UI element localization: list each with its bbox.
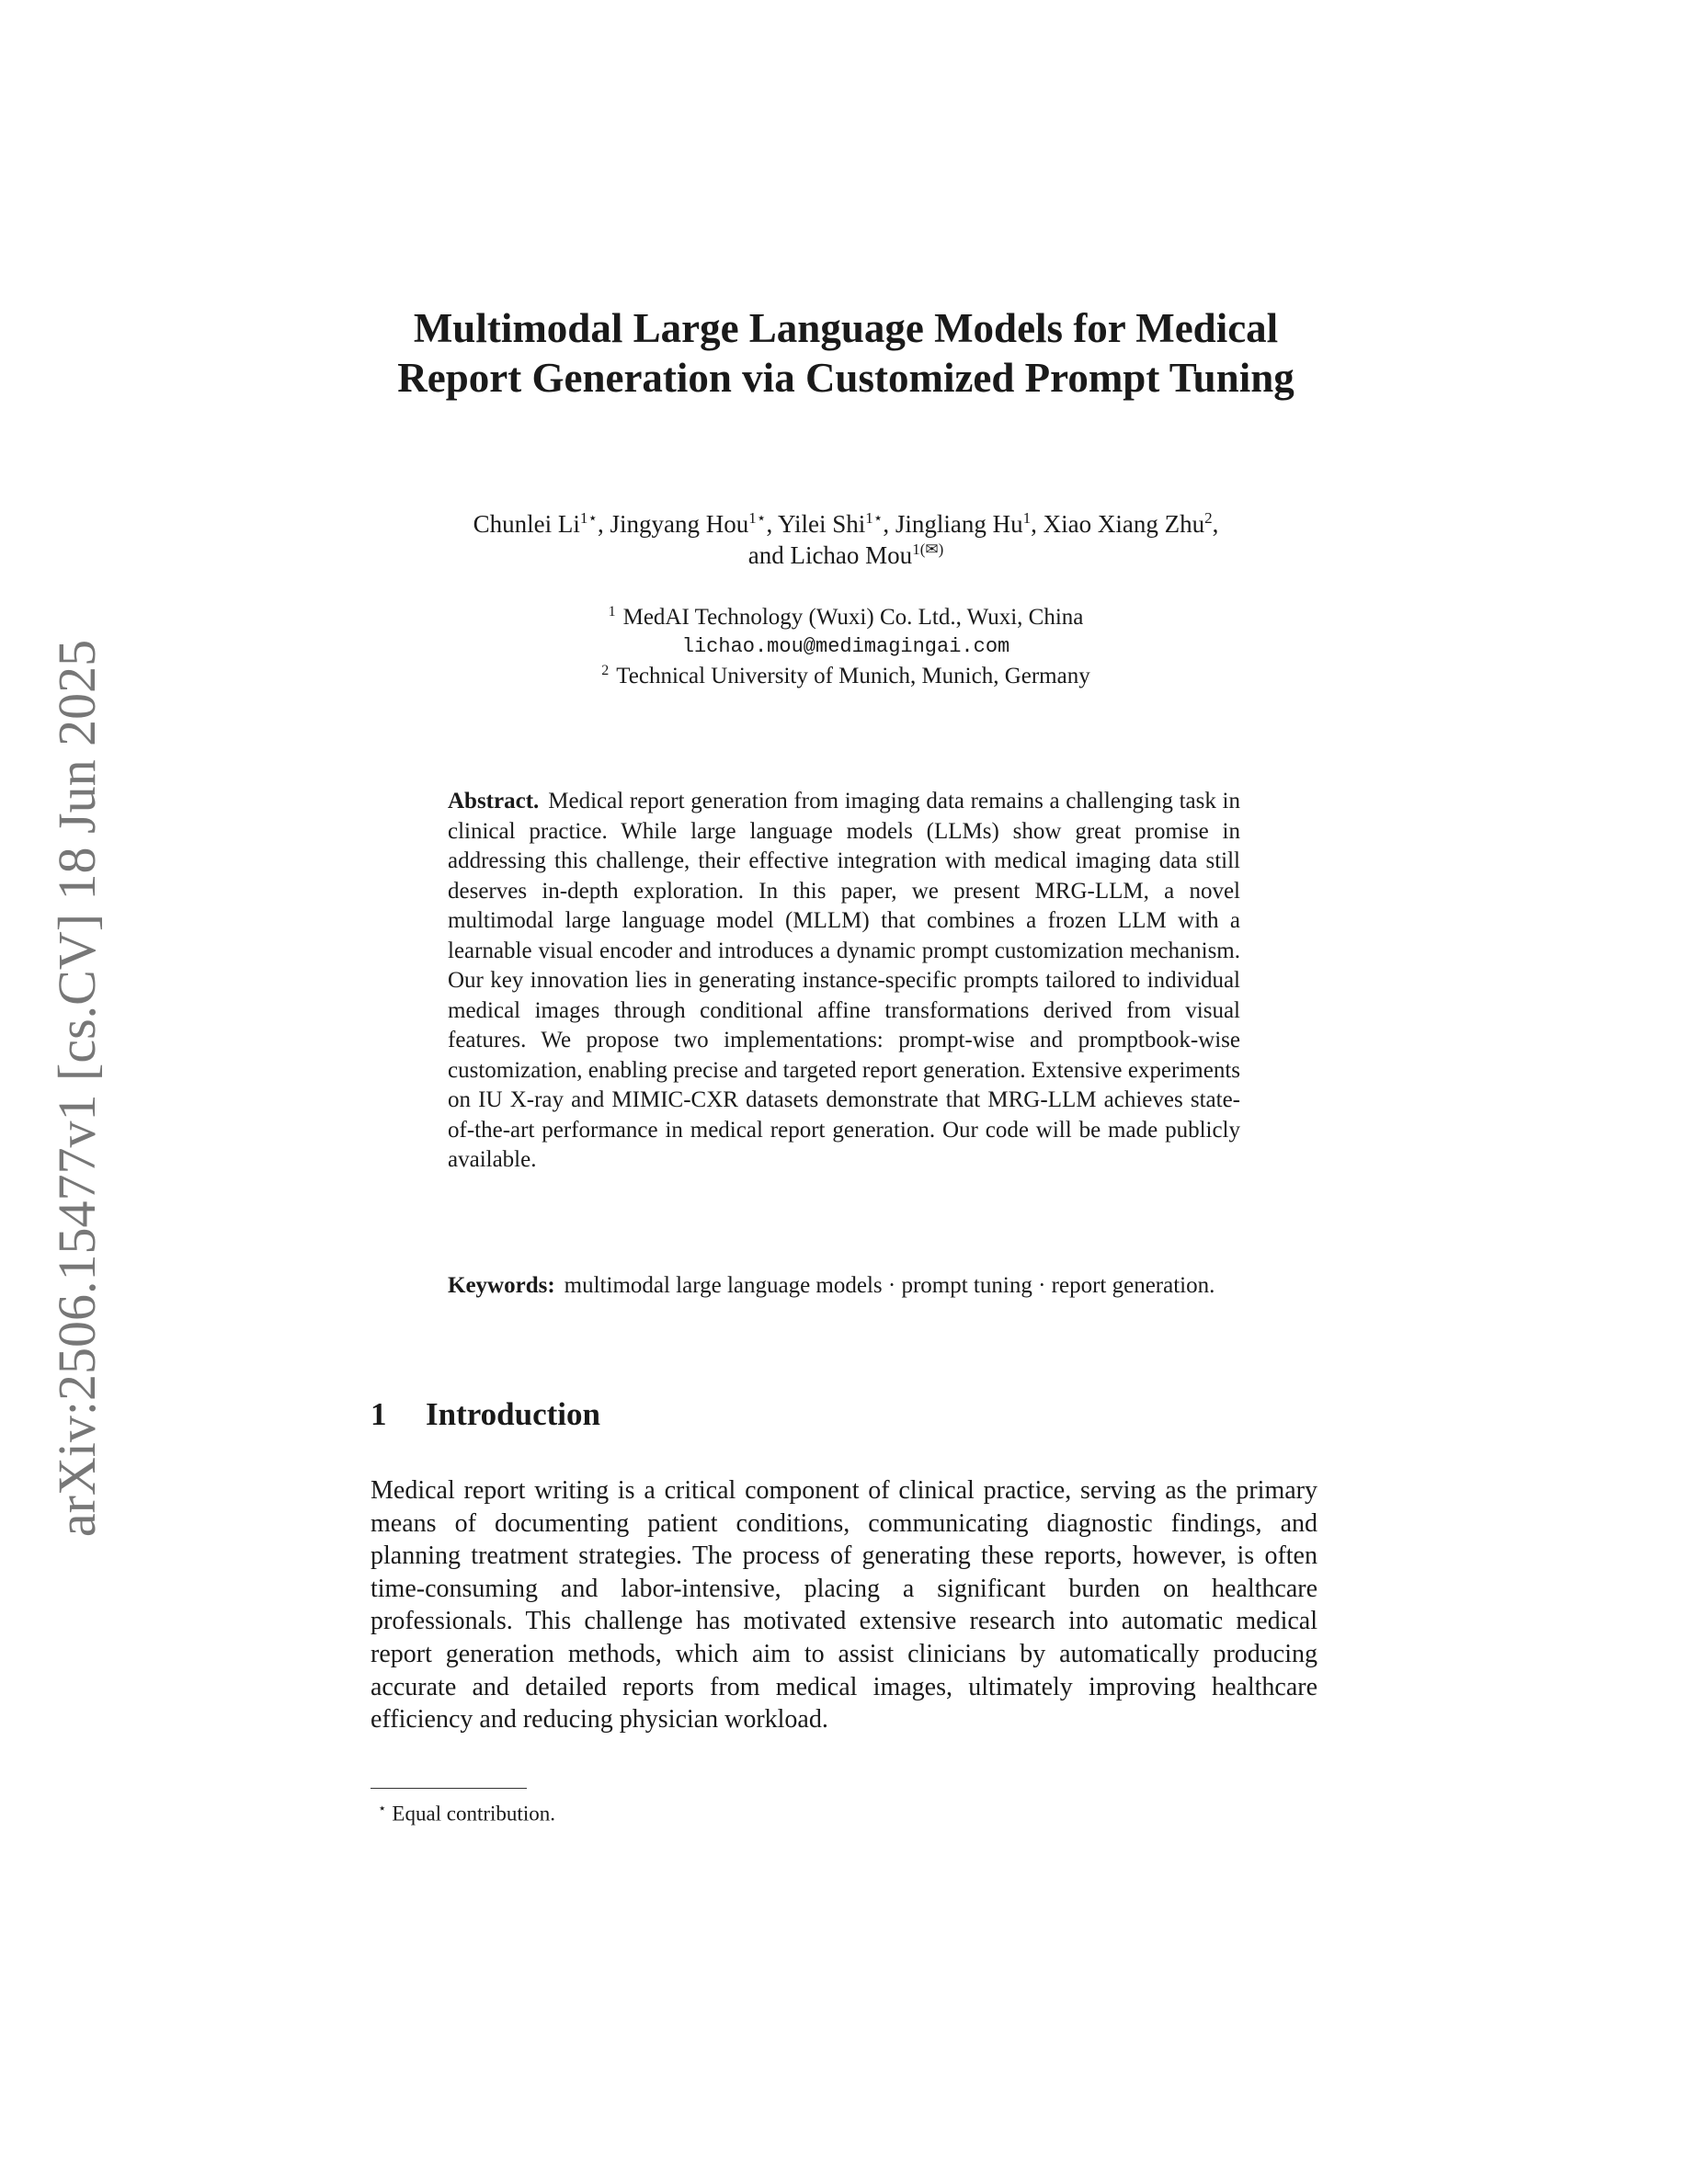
keywords-label: Keywords:	[448, 1273, 555, 1298]
affiliation-item	[349, 662, 1342, 691]
affiliation-text: MedAI Technology (Wuxi) Co. Ltd., Wuxi, China	[622, 605, 1084, 630]
author-name: Xiao Xiang Zhu	[1043, 510, 1205, 538]
abstract-text: Medical report generation from imaging data remains a challenging task in clinical practice. While large language models (LLMs) show great promise in addressing this challenge, their effective integration with medical imaging data still deserves in-depth exploration. In this paper, we present MRG-LLM, a novel multimodal large language model (MLLM) that combines a frozen LLM with a learnable visual encoder and introduces a dynamic prompt customization mechanism. Our key innovation lies in generating instance-specific prompts tailored to individual medical images through conditional affine transformations derived from visual features. We propose two implementations: prompt-wise and promptbook-wise customization, enabling precise and targeted report generation. Extensive experiments on IU X-ray and MIMIC-CXR datasets demonstrate that MRG-LLM achieves state-of-the-art performance in medical report generation. Our code will be made publicly available.	[448, 789, 1240, 1172]
abstract	[448, 787, 1240, 1176]
arxiv-sidebar	[47, 607, 107, 1570]
introduction-paragraph: Medical report writing is a critical component of clinical practice, serving as the primary means of documenting patient conditions, communicating diagnostic findings, and planning treatment strategies. The process of generating these reports, however, is often time-consuming and labor-intensive, placing a significant burden on healthcare professionals. This challenge has motivated extensive research into automatic medical report generation methods, which aim to assist clinicians by automatically producing accurate and detailed reports from medical images, ultimately improving healthcare efficiency and reducing physician workload.	[371, 1476, 1317, 1735]
author-mark: 1(✉)	[912, 540, 944, 558]
footnote-mark: ⋆	[378, 1802, 387, 1816]
author-email[interactable]: lichao.mou@medimagingai.com	[681, 635, 1010, 658]
author-mark: 1⋆	[579, 509, 599, 527]
author-name: Yilei Shi	[777, 510, 866, 538]
author-name: Chunlei Li	[473, 510, 580, 538]
arxiv-identifier: arXiv:2506.15477v1 [cs.CV] 18 Jun 2025	[47, 639, 107, 1538]
affiliation-item	[349, 603, 1342, 632]
author-mark: 1⋆	[748, 509, 767, 527]
keywords	[448, 1271, 1240, 1302]
keywords-text: multimodal large language models · prompt tuning · report generation.	[564, 1273, 1215, 1298]
affiliation-list	[349, 603, 1342, 691]
paper-title: Multimodal Large Language Models for Medical Report Generation via Customized Prompt Tuning	[397, 305, 1295, 401]
author-name: Lichao Mou	[790, 541, 913, 569]
footnote-divider	[371, 1788, 527, 1789]
footnote	[371, 1795, 1198, 1828]
affiliation-mark: 2	[601, 662, 610, 678]
author-list: Chunlei $Li^{1⋆}$, Jingyang Hou$^{1⋆}$, Yilei Shi$^{1⋆}$, Jingliang Hu$^1$, Xiao Xiang Zhu$^2$, and Lichao Mou$^{1(✉)}$	[473, 509, 1219, 569]
author-mark: 1⋆	[865, 509, 884, 527]
section-number: 1	[371, 1396, 387, 1432]
author-mark: 2	[1204, 509, 1213, 527]
affiliation-text: Technical University of Munich, Munich, Germany	[616, 664, 1090, 688]
section-title: Introduction	[426, 1396, 600, 1432]
affiliation-mark: 1	[608, 603, 616, 620]
abstract-label: Abstract.	[448, 789, 540, 813]
author-name: Jingyang Hou	[610, 510, 749, 538]
author-name: Jingliang Hu	[895, 510, 1023, 538]
section-heading	[371, 1394, 1198, 1435]
footnote-text: Equal contribution.	[392, 1802, 555, 1826]
author-mark: 1	[1022, 509, 1032, 527]
